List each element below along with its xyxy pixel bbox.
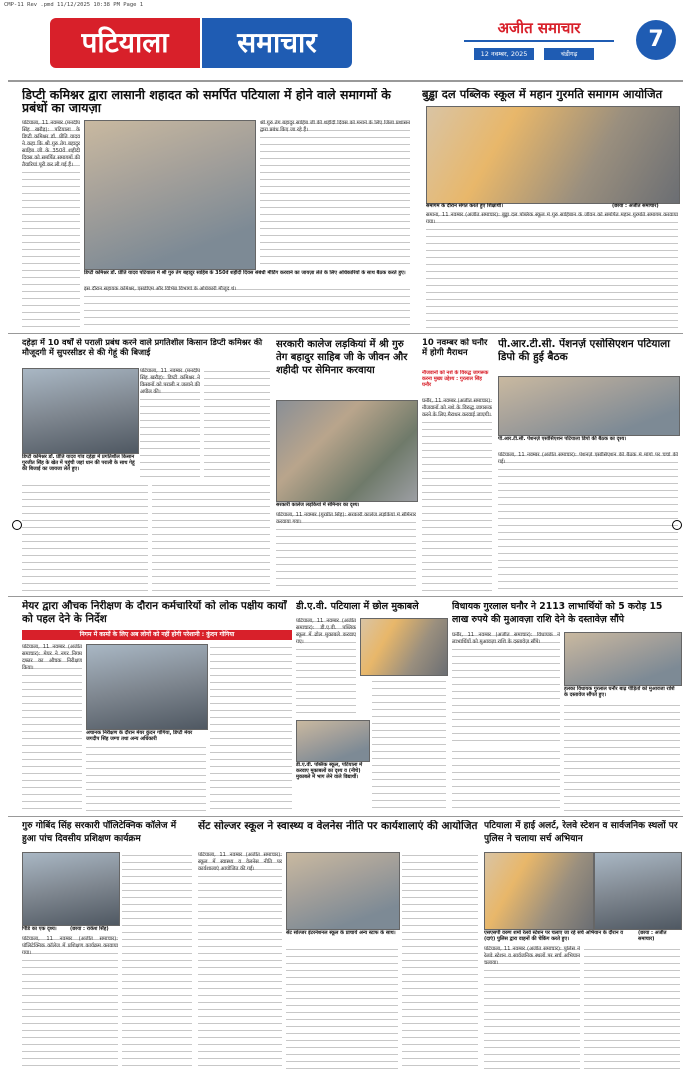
story11-body-c xyxy=(402,852,478,1072)
story9-body-c xyxy=(452,748,560,812)
story2-body: समाना, 11 नवम्बर (अजीत समाचार): बुड्ढा दल पब्लिक स्कूल में गुरु साहिबान के जीवन को समर्पित महान गुरमति समागम करवाया गया। xyxy=(426,212,678,330)
story10-caption: पिंडि का एक दृश्य। xyxy=(22,926,57,932)
story2-headline: बुड्ढा दल पब्लिक स्कूल में महान गुरमति समागम आयोजित xyxy=(422,88,663,101)
story11-body-b xyxy=(286,946,398,1072)
story7-body-a: पटियाला, 11 नवम्बर (अजीत समाचार): मेयर ने नगर निगम दफ्तर का औचक निरीक्षण किया। xyxy=(22,644,82,812)
story1-photo xyxy=(84,120,256,270)
masthead-paper-name: अजीत समाचार xyxy=(464,18,614,42)
story12-photo-left xyxy=(484,852,594,930)
story10-photo xyxy=(22,852,120,926)
masthead-city: चंडीगढ़ xyxy=(544,48,594,60)
story5-headline: 10 नवम्बर को घनौर में होगी मैराथन xyxy=(422,338,488,358)
story9-body-b xyxy=(564,702,680,812)
story7-headline: मेयर द्वारा औचक निरीक्षण के दौरान कर्मचारियों को लोक पक्षीय कार्यों को पहल देने के निर्देश xyxy=(22,600,287,625)
story4-body: पटियाला, 11 नवम्बर (गुरप्रीत सिंह): सरकारी कालेज लड़कियां में सेमिनार करवाया गया। xyxy=(276,512,416,592)
story3-caption: डिप्टी कमिश्नर डॉ. प्रीति यादव गांव दहेड़ा में प्रगतिशील किसान गुरजीत सिंह के खेत में पहुंची जहां धान की पराली के साथ गेहूं की बिजाई का जायजा लेते हुए। xyxy=(22,454,135,472)
masthead-title-right: समाचार xyxy=(202,18,352,68)
story1-body-col1: पटियाला, 11 नवम्बर (मनदीप सिंह खरौड़): पटियाला के डिप्टी कमिश्नर डॉ. प्रीति यादव ने कहा कि श्री गुरु तेग बहादुर साहिब जी के 350वें शहीदी दिवस को समर्पित समागमों की तैयारियां पूरी कर ली गई हैं। xyxy=(22,120,80,328)
story2-photo xyxy=(426,106,680,204)
story5-body: घनौर, 11 नवम्बर (अजीत समाचार): नौजवानों को नशे के विरुद्ध जागरूक करने के लिए मैराथन करवाई जाएगी। xyxy=(422,398,492,592)
story3-body-d xyxy=(204,368,270,480)
story11-headline: सेंट सोल्जर स्कूल ने स्वास्थ्य व वेलनेस नीति पर कार्यशालाएं की आयोजित xyxy=(198,820,478,832)
masthead-date: 12 नवम्बर, 2025 xyxy=(474,48,534,60)
story10-credit: (छाया : राकेश सिंह) xyxy=(70,926,109,932)
story4-photo xyxy=(276,400,418,502)
story1-headline: डिप्टी कमिश्नर द्वारा लासानी शहादत को समर्पित पटियाला में होने वाले समागमों के प्रबंधों का जायज़ा xyxy=(22,88,391,114)
story1-caption: डिप्टी कमिश्नर डॉ. प्रीति यादव पटियाला में श्री गुरु तेग बहादुर साहिब के 350वें शहीदी दिवस संबंधी मीटिंग करवाने का जायज़ा लेते के लिए अधिकारियों के साथ बैठक करते हुए। xyxy=(84,270,406,276)
story6-photo xyxy=(498,376,680,436)
story8-headline: डी.ए.वी. पटियाला में छोल मुकाबले xyxy=(296,601,419,612)
story11-caption: सेंट सोल्जर इंटरनेशनल स्कूल के प्राचार्य अन्य स्टाफ के साथ। xyxy=(286,930,396,936)
story6-body: पटियाला, 11 नवम्बर (अजीत समाचार): पेंशनर्ज़ एसोसिएशन की बैठक में मांगों पर चर्चा की गई। xyxy=(498,452,678,592)
story12-body-a: पटियाला, 11 नवम्बर (अजीत समाचार): पुलिस ने रेलवे स्टेशन व सार्वजनिक स्थलों पर सर्च अभियान चलाया। xyxy=(484,946,580,1072)
story9-caption: हलका विधायक गुरलाल घनौर बाढ़ पीड़ितों को मुआवजा राशि के दस्तावेज सौंपते हुए। xyxy=(564,686,675,698)
story4-caption: सरकारी कालेज लड़कियां में सेमिनार का दृश्य। xyxy=(276,502,360,508)
story7-photo xyxy=(86,644,208,730)
story6-caption: पी.आर.टी.सी. पेंशनर्ज़ एसोसिएशन पटियाला डिपो की बैठक का दृश्य। xyxy=(498,436,627,442)
story12-headline: पटियाला में हाई अलर्ट, रेलवे स्टेशन व सार्वजनिक स्थलों पर पुलिस ने चलाया सर्च अभियान xyxy=(484,821,678,844)
story12-photo-right xyxy=(594,852,682,930)
story2-caption: समागम के दौरान संगत करते हुए शिक्षार्थी। xyxy=(426,203,503,209)
story7-banner: निगम में कामों के लिए अब लोगों को नहीं होगी परेशानी : कुंदन गोगिया xyxy=(22,630,292,640)
story12-credit: (छाया : अजीत समाचार) xyxy=(638,930,667,942)
story12-body-b xyxy=(584,946,680,1072)
story10-headline: गुरु गोबिंद सिंह सरकारी पॉलिटेक्निक कॉलेज में हुआ पांच दिवसीय प्रशिक्षण कार्यक्रम xyxy=(22,821,177,844)
story3-body-b xyxy=(22,482,148,592)
print-header: CMP-11 Rev .pmd 11/12/2025 10:38 PM Page 1 xyxy=(4,2,144,8)
story7-body-b xyxy=(210,644,292,812)
story8-caption: डी.ए.वी. पब्लिक स्कूल, पटियाला में करवाए मुकाबलों का दृश्य व (नीचे) मुकाबले में भाग लेने वाले विद्यार्थी। xyxy=(296,762,363,780)
story1-body-col2: श्री गुरु तेग बहादुर साहिब जी की शहीदी दिवस को मनाने के लिए जिला प्रशासन द्वारा प्रबंध किए जा रहे हैं। xyxy=(260,120,410,270)
story9-headline: विधायक गुरलाल घनौर ने 2113 लाभार्थियों को 5 करोड़ 15 लाख रुपये की मुआवज़ा राशि देने के दस्तावेज़ सौंपे xyxy=(452,601,663,625)
story4-headline: सरकारी कालेज लड़कियां में श्री गुरु तेग बहादुर साहिब जी के जीवन और शहीदी पर सेमिनार करवाया xyxy=(276,339,408,376)
masthead-title-left: पटियाला xyxy=(50,18,200,68)
story3-photo xyxy=(22,368,139,454)
story10-body-b xyxy=(122,852,192,1072)
story3-headline: दहेड़ा में 10 वर्षों से पराली प्रबंध करने वाले प्रगतिशील किसान डिप्टी कमिश्नर की मौजूदगी में सुपरसीडर से की गेहूं की बिजाई xyxy=(22,338,263,357)
story2-credit: (छाया : अजीत समाचार) xyxy=(612,203,659,209)
story9-body-a: घनौर, 11 नवम्बर (अजीत समाचार): विधायक ने लाभार्थियों को मुआवज़ा राशि के दस्तावेज़ सौंपे। xyxy=(452,632,560,744)
registration-mark xyxy=(12,520,22,530)
masthead xyxy=(44,12,684,78)
story11-body-a: पटियाला, 11 नवम्बर (अजीत समाचार): स्कूल में स्वास्थ्य व वेलनेस नीति पर कार्यशालाएं आयोजित की गईं। xyxy=(198,852,282,1072)
story12-caption: एसएसपी वरुण शर्मा रेलवे स्टेशन पर चलाए जा रहे सर्च अभियान के दौरान व (दाएं) पुलिस द्वारा वाहनों की चेकिंग करते हुए। xyxy=(484,930,624,942)
story10-body-a: पटियाला, 11 नवम्बर (अजीत समाचार): पॉलिटेक्निक कॉलेज में प्रशिक्षण कार्यक्रम करवाया गया। xyxy=(22,936,118,1072)
story9-photo xyxy=(564,632,682,686)
story8-photo-bottom xyxy=(296,720,370,762)
registration-mark xyxy=(672,520,682,530)
story3-body-c xyxy=(152,482,270,592)
story5-subhead: नौजवानों को नशे के विरुद्ध जागरूक करना मुख्य उद्देश्य : गुरलाल सिंह घनौर xyxy=(422,370,489,388)
story8-photo-top xyxy=(360,618,448,676)
page-number-badge: 7 xyxy=(636,20,676,60)
story7-body-c xyxy=(86,744,206,812)
story8-body: पटियाला, 11 नवम्बर (अजीत समाचार): डी.ए.वी. पब्लिक स्कूल में ढोल मुकाबले करवाए गए। xyxy=(296,618,356,718)
story11-photo xyxy=(286,852,400,930)
story8-body-b xyxy=(372,678,446,812)
story7-caption: अचानक निरीक्षण के दौरान मेयर कुंदन गोगिया, डिप्टी मेयर जगदीप सिंह जग्गा तथा अन्य अधिकारी xyxy=(86,730,193,742)
story1-body-col3: इस दौरान सहायक कमिश्नर, एसडीएम और विभिन्न विभागों के अधिकारी मौजूद थे। xyxy=(84,286,410,330)
story6-headline: पी.आर.टी.सी. पेंशनर्ज़ एसोसिएशन पटियाला डिपो की हुई बैठक xyxy=(498,338,671,363)
story3-body-a: पटियाला, 11 नवम्बर (मनदीप सिंह खरौड़): डिप्टी कमिश्नर ने किसानों को पराली न जलाने की अपील की। xyxy=(140,368,200,480)
